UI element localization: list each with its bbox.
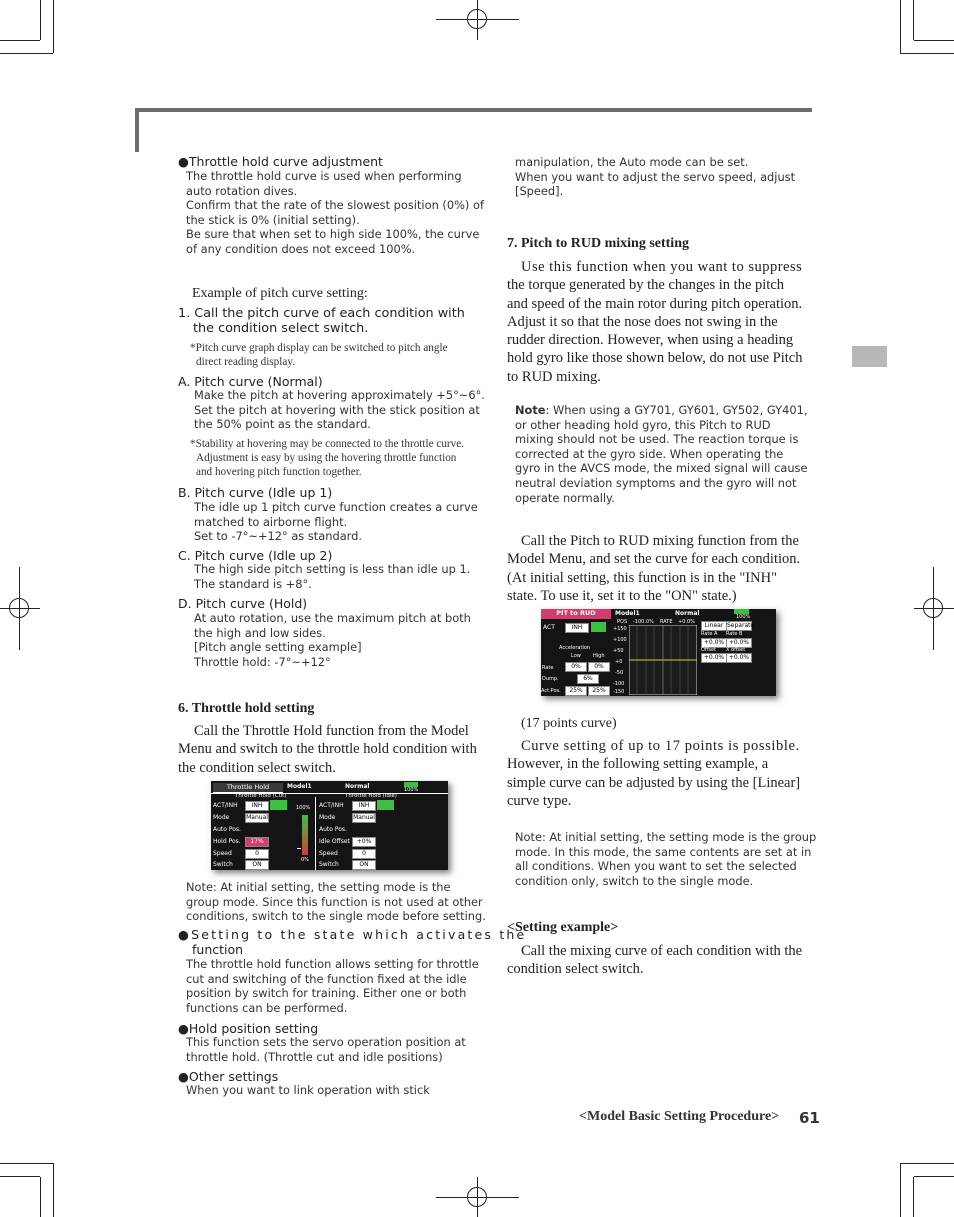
actpos-high-value[interactable]: 25% xyxy=(588,686,610,696)
y-tick: -50 xyxy=(615,670,624,676)
idle-switch-value[interactable]: ON xyxy=(352,860,376,870)
gear-icon xyxy=(591,622,606,632)
high-label: High xyxy=(593,653,605,659)
y-tick: +50 xyxy=(613,648,624,654)
y-tick: +100 xyxy=(613,637,627,643)
separate-button[interactable]: Separate xyxy=(727,622,755,629)
activate-heading: ●Setting to the state which activates the function xyxy=(178,927,527,957)
idle-row-label: Switch xyxy=(319,861,339,868)
bar-top-label: 100% xyxy=(296,805,311,811)
curve-a-text: Make the pitch at hovering approximately +5°~6°. Set the pitch at hovering with the stick position at the 50% point as the standard. xyxy=(194,388,485,432)
throttle-curve-heading: ●Throttle hold curve adjustment xyxy=(178,154,383,169)
section6-text: Call the Throttle Hold function from the Model Menu and switch to the throttle hold condition with the condition select switch. xyxy=(178,723,477,776)
other-settings-text: When you want to link operation with stick xyxy=(186,1083,430,1097)
hold-position-text: This function sets the servo operation position at throttle hold. (Throttle cut and idle positions) xyxy=(186,1035,466,1064)
pit-battery: 100% xyxy=(736,614,751,620)
header-bar-left xyxy=(135,108,139,152)
x-offset-value[interactable]: +0.0% xyxy=(726,653,752,663)
rate-b-label: Rate B xyxy=(726,631,743,637)
hold-level-marker xyxy=(297,848,301,849)
rate-a-value[interactable]: +0.0% xyxy=(701,638,727,648)
tab-idle[interactable]: Throttle Hold (Idle) xyxy=(345,793,397,799)
points-caption: (17 points curve) xyxy=(521,716,617,731)
pit-act-value[interactable]: INH xyxy=(565,623,589,633)
curve-a-note: *Stability at hovering may be connected to the throttle curve. Adjustment is easy by using the hovering throttle function and hovering pitch function together. xyxy=(190,438,465,478)
idle-row-label: ACT/INH xyxy=(319,802,344,809)
step1-note: *Pitch curve graph display can be switched to pitch angle direct reading display. xyxy=(190,342,448,368)
curve-a-heading: A. Pitch curve (Normal) xyxy=(178,374,323,389)
cut-row-label: Auto Pos. xyxy=(213,826,241,833)
throttle-hold-title: Throttle Hold xyxy=(213,783,283,793)
side-tab xyxy=(852,346,887,367)
setting-example-text: Call the mixing curve of each condition with the condition select switch. xyxy=(507,943,803,978)
cut-mode-value[interactable]: Manual xyxy=(246,814,268,821)
idle-act-value[interactable]: INH xyxy=(352,801,376,811)
idle-row-label: Speed xyxy=(319,850,338,857)
rate-b-value[interactable]: +0.0% xyxy=(726,638,752,648)
gear-icon xyxy=(377,800,394,810)
cut-row-label: Mode xyxy=(213,814,230,821)
section7-text: Use this function when you want to suppress the torque generated by the changes in the pitch and speed of the main rotor during pitch operation. Adjust it so that the nose does not swing in the rudder direction. However, when using a heading hold gyro like those shown below, do not use Pitch to RUD mixing. xyxy=(507,259,803,385)
page-number: 61 xyxy=(799,1109,820,1127)
other-settings-heading: ●Other settings xyxy=(178,1069,279,1084)
step1-text: 1. Call the pitch curve of each condition with the condition select switch. xyxy=(178,306,465,336)
call-pitch-text: Call the Pitch to RUD mixing function from the Model Menu, and set the curve for each condition. (At initial setting, this function is in the "INH" state. To use it, set it to the "ON" state.) xyxy=(507,533,801,604)
footer-label: <Model Basic Setting Procedure> xyxy=(579,1109,780,1124)
gear-icon xyxy=(270,800,287,810)
rate-row-label: Rate xyxy=(542,665,554,671)
tab-cut[interactable]: Throttle Hold (Cut) xyxy=(235,793,287,799)
offset-label: Offset xyxy=(701,647,717,653)
activate-text: The throttle hold function allows setting for throttle cut and switching of the function fixed at the idle position by switch for training. Either one or both functions can be performed. xyxy=(186,957,479,1015)
setting-example-title: <Setting example> xyxy=(507,920,619,935)
cut-row-label: Hold Pos. xyxy=(213,838,241,845)
idle-row-label: Idle Offset xyxy=(319,838,350,845)
y-tick: -100 xyxy=(613,681,625,687)
curve-c-text: The high side pitch setting is less than idle up 1. The standard is +8°. xyxy=(194,562,471,591)
rate-low-value[interactable]: 0% xyxy=(565,662,587,672)
x-offset-label: X offset xyxy=(726,647,746,653)
curve-d-text: At auto rotation, use the maximum pitch at both the high and low sides. [Pitch angle setting example] Throttle hold: -7°~+12° xyxy=(194,611,471,669)
accel-label: Acceleration xyxy=(559,645,591,651)
section6-title: 6. Throttle hold setting xyxy=(178,701,315,716)
idle-row-label: Mode xyxy=(319,814,336,821)
header-bar xyxy=(135,108,812,112)
y-tick: +0 xyxy=(615,659,623,665)
actpos-low-value[interactable]: 25% xyxy=(565,686,587,696)
note-group-mode: Note: At initial setting, the setting mode is the group mode. Since this function is not used at other conditions, switch to the single mode before setting. xyxy=(186,880,486,924)
offset-value[interactable]: +0.0% xyxy=(701,653,727,663)
pit-rate-value: +0.0% xyxy=(678,619,695,625)
continued-text: manipulation, the Auto mode can be set. When you want to adjust the servo speed, adjust [Speed]. xyxy=(515,155,796,199)
pit-title: PIT to RUD xyxy=(541,609,611,619)
curve-b-heading: B. Pitch curve (Idle up 1) xyxy=(178,485,333,500)
pit-model: Model1 xyxy=(615,610,640,617)
cut-switch-value[interactable]: ON xyxy=(245,860,269,870)
bar-bottom-label: 0% xyxy=(301,857,309,863)
throttle-curve-text: The throttle hold curve is used when performing auto rotation dives. Confirm that the rate of the slowest position (0%) of the stick is 0% (initial setting). Be sure that when set to high side 100%, the curve of any condition does not exceed 100%. xyxy=(186,169,484,256)
pit-condition: Normal xyxy=(675,610,700,617)
curve-setting-text: Curve setting of up to 17 points is possible. However, in the following setting example, a simple curve can be adjusted by using the [Linear] curve type. xyxy=(507,738,801,809)
pit-pos-value: -100.0% xyxy=(633,619,654,625)
y-tick: -150 xyxy=(613,689,625,695)
linear-button[interactable]: Linear xyxy=(701,621,727,631)
damp-value[interactable]: 6% xyxy=(577,674,599,684)
y-tick: +150 xyxy=(613,626,627,632)
pit-act-label: ACT xyxy=(543,624,555,631)
cut-act-value[interactable]: INH xyxy=(245,801,269,811)
damp-row-label: Dump. xyxy=(542,676,559,682)
curve-d-heading: D. Pitch curve (Hold) xyxy=(178,596,308,611)
example-title: Example of pitch curve setting: xyxy=(192,286,368,301)
throttle-hold-screen xyxy=(211,781,448,870)
idle-offset-value[interactable]: +0% xyxy=(352,837,376,847)
curve-graph[interactable] xyxy=(629,625,697,695)
rate-a-label: Rate A xyxy=(701,631,718,637)
hold-position-heading: ●Hold position setting xyxy=(178,1021,319,1036)
rate-high-value[interactable]: 0% xyxy=(588,662,610,672)
throttle-battery: 100% xyxy=(404,787,419,793)
hold-level-bar xyxy=(302,815,308,855)
curve-c-heading: C. Pitch curve (Idle up 2) xyxy=(178,548,333,563)
cut-row-label: Speed xyxy=(213,850,232,857)
cut-row-label: Switch xyxy=(213,861,233,868)
idle-row-label: Auto Pos. xyxy=(319,826,347,833)
pit-to-rud-screen xyxy=(541,609,776,696)
idle-mode-value[interactable]: Manual xyxy=(353,814,375,821)
group-mode-note: Note: At initial setting, the setting mode is the group mode. In this mode, the same contents are set at in all conditions. When you want to set the selected condition only, switch to the single mode. xyxy=(515,830,817,888)
pit-pos-label: POS xyxy=(617,619,628,625)
cut-hold-pos-value[interactable]: 17% xyxy=(245,837,269,847)
gyro-note: Note: When using a GY701, GY601, GY502, GY401, or other heading hold gyro, this Pitch to RUD mixing should not be used. The reaction torque is corrected at the gyro side. When operating the gyro in the AVCS mode, the mixed signal will cause neutral deviation symptoms and the gyro will not operate normally. xyxy=(515,403,808,505)
throttle-model: Model1 xyxy=(287,783,312,790)
section7-title: 7. Pitch to RUD mixing setting xyxy=(507,236,689,251)
throttle-condition: Normal xyxy=(345,783,370,790)
pit-rate-label: RATE xyxy=(660,619,673,625)
low-label: Low xyxy=(571,653,581,659)
cut-row-label: ACT/INH xyxy=(213,802,238,809)
actpos-row-label: Act.Pos. xyxy=(541,688,561,694)
cut-speed-value[interactable]: 0 xyxy=(245,849,269,859)
curve-b-text: The idle up 1 pitch curve function creates a curve matched to airborne flight. Set to -7°~+12° as standard. xyxy=(194,500,478,544)
idle-speed-value[interactable]: 0 xyxy=(352,849,376,859)
